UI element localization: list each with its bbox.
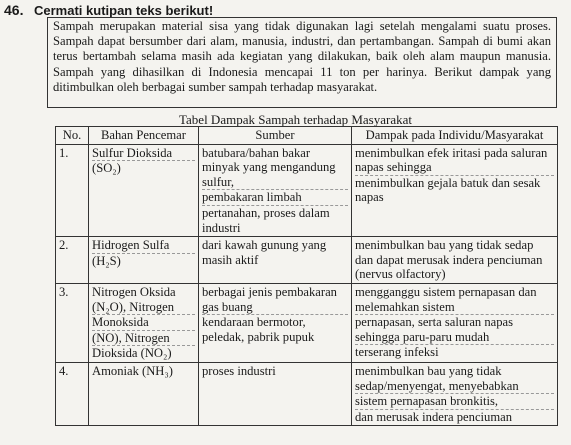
question-number: 46.: [4, 2, 24, 18]
cell-bahan: [89, 362, 199, 425]
cell-bahan-line: Amoniak (NH₃): [92, 363, 173, 378]
cell-no: 3.: [56, 283, 89, 362]
passage-box: Sampah merupakan material sisa yang tidak digunakan lagi setelah mengalami suatu proses. Sampah dapat bersumber dari alam, manusia, industri, dan pertambangan. Sampah di bumi akan terus bertambah selama masih ada kegiatan yang dilakukan, baik oleh alam maupun manusia. Sampah yang dihasilkan di Indonesia mencapai 11 ton per harinya. Berikut dampak yang ditimbulkan oleh berbagai sumber sampah terhadap masyarakat.: [47, 17, 557, 108]
cell-dampak: [352, 237, 558, 284]
cell-sumber-line: proses industri: [202, 363, 276, 378]
table-row: [56, 144, 558, 237]
table-title: Tabel Dampak Sampah terhadap Masyarakat: [179, 112, 412, 127]
question-instruction: Cermati kutipan teks berikut!: [34, 3, 214, 18]
cell-dampak-line: pernapasan, serta saluran napas sehingga paru-paru mudah: [355, 315, 554, 345]
cell-dampak-line: menimbulkan gejala batuk dan sesak napas: [355, 175, 541, 205]
cell-no: 1.: [56, 144, 89, 237]
cell-bahan-line: Hidrogen Sulfa: [92, 238, 195, 254]
cell-sumber-line: dari kawah gunung yang masih aktif: [202, 238, 327, 267]
cell-bahan-line: (H₂S): [92, 253, 121, 268]
cell-bahan: [89, 283, 199, 362]
table-row: [56, 362, 558, 425]
cell-bahan-line: Nitrogen Oksida (N₂O), Nitrogen: [92, 285, 195, 315]
cell-bahan-line: Monoksida: [92, 315, 195, 331]
header-dampak: Dampak pada Individu/Masyarakat: [352, 127, 558, 145]
table-row: [56, 283, 558, 362]
table-row: [56, 237, 558, 284]
cell-sumber: [199, 283, 352, 362]
cell-bahan: [89, 144, 199, 237]
header-sumber: Sumber: [199, 127, 352, 145]
cell-sumber: [199, 362, 352, 425]
cell-bahan-line: Dioksida (NO₂): [92, 346, 172, 361]
cell-bahan-line: Sulfur Dioksida: [92, 146, 195, 162]
cell-bahan-line: (NO), Nitrogen: [92, 331, 195, 347]
cell-dampak-line: terserang infeksi: [355, 345, 439, 360]
cell-sumber: [199, 144, 352, 237]
cell-dampak-line: menimbulkan bau yang tidak sedap dan dapat merusak indera penciuman (nervus olfactory): [355, 238, 543, 282]
cell-dampak: [352, 283, 558, 362]
cell-sumber-line: pembakaran limbah: [202, 190, 348, 206]
cell-sumber-line: batubara/bahan bakar minyak yang mengandung sulfur,: [202, 146, 348, 191]
cell-dampak-line: mengganggu sistem pernapasan dan melemahkan sistem: [355, 285, 554, 315]
cell-dampak-line: menimbulkan efek iritasi pada saluran napas sehingga: [355, 146, 554, 176]
table-header-row: [56, 127, 558, 145]
cell-dampak: [352, 144, 558, 237]
header-no: No.: [56, 127, 89, 145]
cell-no: 4.: [56, 362, 89, 425]
cell-dampak-line: menimbulkan bau yang tidak sedap/menyengat, menyebabkan: [355, 364, 554, 394]
impact-table: [55, 126, 558, 426]
cell-sumber: [199, 237, 352, 284]
cell-sumber-line: berbagai jenis pembakaran gas buang: [202, 285, 348, 315]
cell-bahan-line: (SO₂): [92, 161, 121, 176]
cell-dampak: [352, 362, 558, 425]
cell-no: 2.: [56, 237, 89, 284]
cell-sumber-line: kendaraan bermotor, peledak, pabrik pupuk: [202, 315, 315, 344]
cell-bahan: [89, 237, 199, 284]
cell-sumber-line: pertanahan, proses dalam industri: [202, 205, 330, 235]
header-bahan: Bahan Pencemar: [89, 127, 199, 145]
cell-dampak-line: sistem pernapasan bronkitis,: [355, 394, 554, 410]
cell-dampak-line: dan merusak indera penciuman: [355, 409, 513, 424]
